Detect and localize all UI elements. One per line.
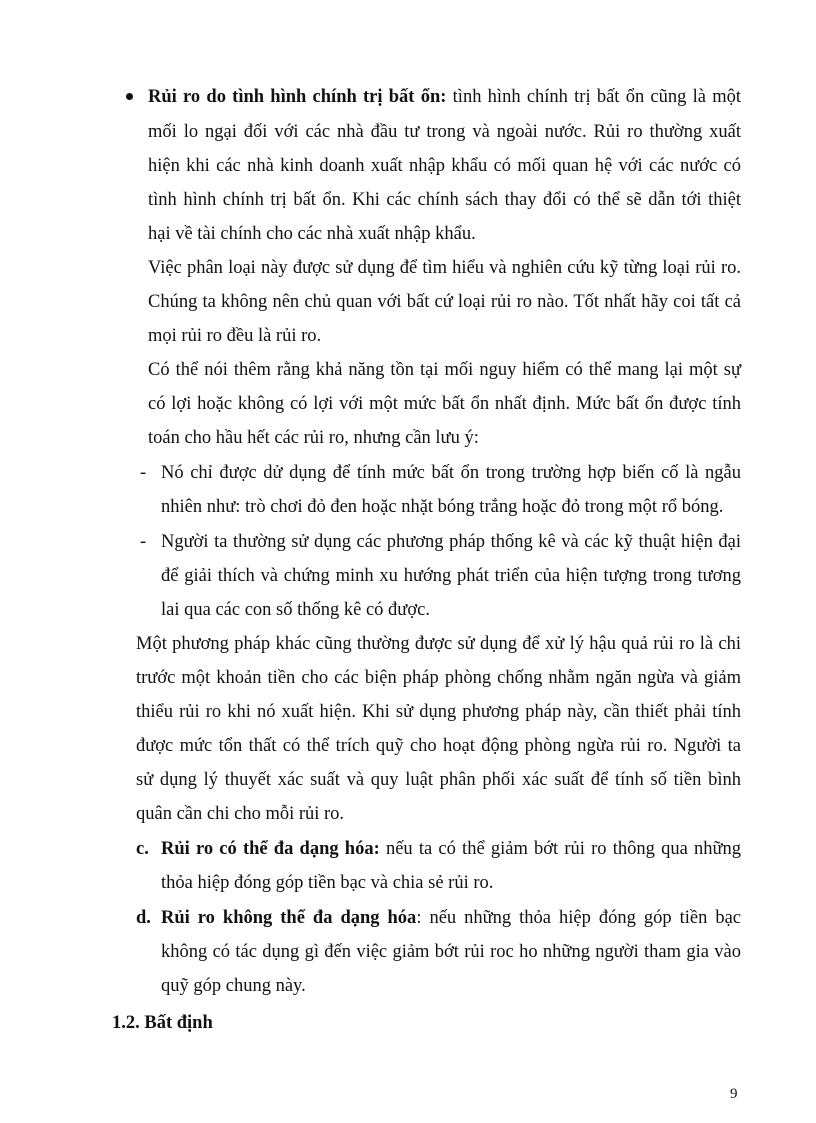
dash-item-line: Nó chỉ được dử dụng để tính mức bất ổn trong trường hợp biến cố là ngẫu — [161, 463, 741, 483]
paragraph-line: Một phương pháp khác cũng thường được sử dụng để xử lý hậu quả rủi ro là chi — [136, 634, 741, 654]
dash-item-line: lai qua các con số thống kê có được. — [161, 600, 430, 620]
section-heading: 1.2. Bất định — [112, 1013, 213, 1033]
dash-item-line: Người ta thường sử dụng các phương pháp thống kê và các kỹ thuật hiện đại — [161, 532, 741, 552]
bullet-line: mối lo ngại đối với các nhà đầu tư trong và ngoài nước. Rủi ro thường xuất — [148, 122, 741, 142]
paragraph-line: trước một khoản tiền cho các biện pháp phòng chống nhằm ngăn ngừa và giảm — [136, 668, 741, 688]
dash-marker: - — [140, 532, 147, 552]
list-marker-d: d. — [136, 908, 151, 928]
dash-marker: - — [140, 463, 147, 483]
list-item-first-line — [161, 907, 741, 929]
paragraph-line: sử dụng lý thuyết xác suất và quy luật phân phối xác suất để tính số tiền bình — [136, 770, 741, 790]
list-item-line: quỹ góp chung này. — [161, 976, 306, 996]
list-item-first-rest: : nếu những thỏa hiệp đóng góp tiền bạc — [416, 908, 741, 928]
list-item-first-line — [161, 838, 741, 860]
paragraph-line: có lợi hoặc không có lợi với một mức bất ổn nhất định. Mức bất ổn được tính — [148, 394, 741, 414]
list-item-line: không có tác dụng gì đến việc giảm bớt rủi roc ho những người tham gia vào — [161, 942, 741, 962]
bullet-line: hiện khi các nhà kinh doanh xuất nhập khẩu có mối quan hệ với các nước có — [148, 156, 741, 176]
paragraph-line: Việc phân loại này được sử dụng để tìm hiểu và nghiên cứu kỹ từng loại rủi ro. — [148, 258, 741, 278]
bullet-line: tình hình chính trị bất ổn. Khi các chính sách thay đổi có thể sẽ dẫn tới thiệt — [148, 190, 741, 210]
bullet-first-rest: tình hình chính trị bất ổn cũng là một — [446, 87, 742, 107]
paragraph-line: quân cần chi cho mỗi rủi ro. — [136, 804, 345, 824]
list-item-first-rest: nếu ta có thể giảm bớt rủi ro thông qua những — [379, 839, 741, 859]
dash-item-line: để giải thích và chứng minh xu hướng phát triển của hiện tượng trong tương — [161, 566, 741, 586]
paragraph-line: mọi rủi ro đều là rủi ro. — [148, 326, 322, 346]
list-item-heading: Rủi ro không thể đa dạng hóa — [161, 908, 417, 928]
page-number: 9 — [730, 1086, 738, 1102]
bullet-icon — [126, 93, 133, 100]
bullet-line: hại về tài chính cho các nhà xuất nhập khẩu. — [148, 224, 476, 244]
bullet-heading: Rủi ro do tình hình chính trị bất ổn: — [148, 87, 447, 107]
bullet-first-line — [148, 86, 741, 108]
paragraph-line: Chúng ta không nên chủ quan với bất cứ loại rủi ro nào. Tốt nhất hãy coi tất cả — [148, 292, 741, 312]
paragraph-line: được mức tổn thất có thể trích quỹ cho hoạt động phòng ngừa rủi ro. Người ta — [136, 736, 741, 756]
list-item-line: thỏa hiệp đóng góp tiền bạc và chia sẻ rủi ro. — [161, 873, 494, 893]
paragraph-line: toán cho hầu hết các rủi ro, nhưng cần lưu ý: — [148, 428, 479, 448]
paragraph-line: thiểu rủi ro khi nó xuất hiện. Khi sử dụng phương pháp này, cần thiết phải tính — [136, 702, 741, 722]
list-item-heading: Rủi ro có thể đa dạng hóa: — [161, 839, 380, 859]
paragraph-line: Có thể nói thêm rằng khả năng tồn tại mối nguy hiểm có thể mang lại một sự — [148, 360, 741, 380]
list-marker-c: c. — [136, 839, 149, 859]
dash-item-line: nhiên như: trò chơi đỏ đen hoặc nhặt bóng trắng hoặc đỏ trong một rổ bóng. — [161, 497, 724, 517]
